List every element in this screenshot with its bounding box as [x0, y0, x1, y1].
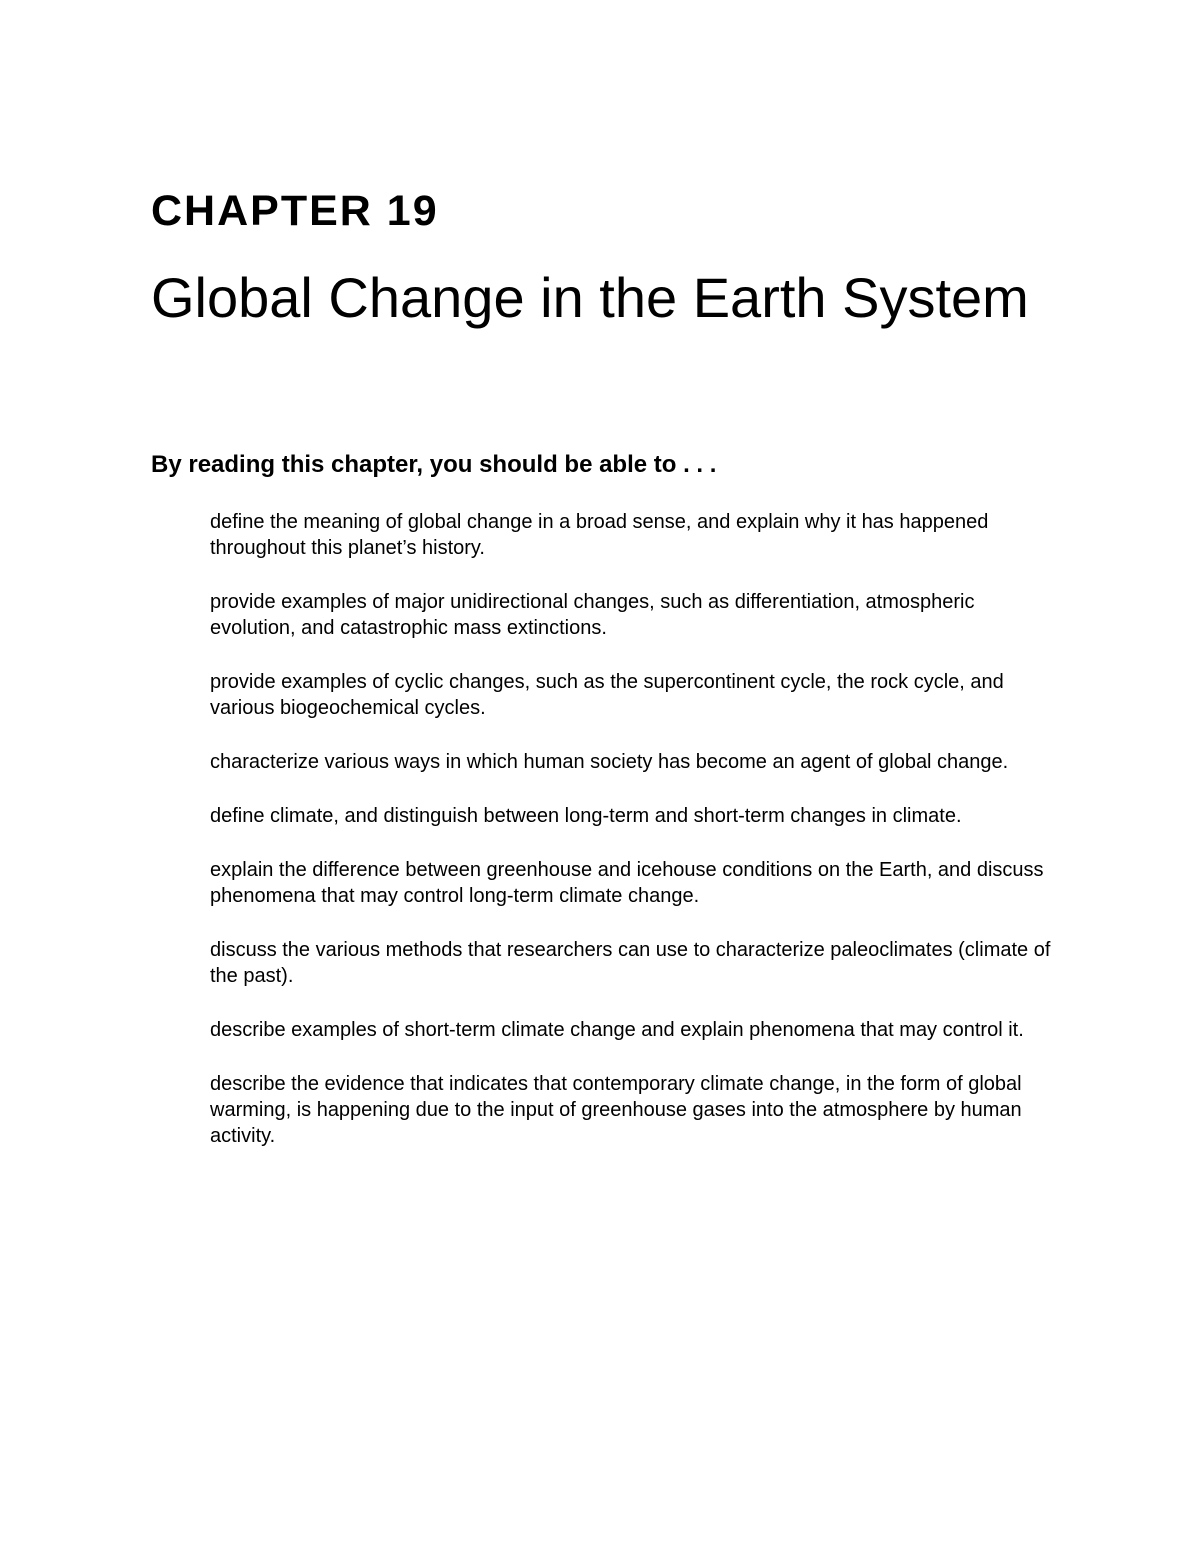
objective-item: describe the evidence that indicates that contemporary climate change, in the form of global warming, is happening due to the input of greenhouse gases into the atmosphere by human activity. — [210, 1073, 1022, 1147]
objective-item: provide examples of major unidirectional changes, such as differentiation, atmospheric evolution, and catastrophic mass extinctions. — [210, 591, 975, 639]
objective-item: define climate, and distinguish between long-term and short-term changes in climate. — [210, 805, 962, 827]
objective-item: discuss the various methods that researchers can use to characterize paleoclimates (climate of the past). — [210, 939, 1051, 987]
objective-item: explain the difference between greenhouse and icehouse conditions on the Earth, and discuss phenomena that may control long-term climate change. — [210, 859, 1044, 907]
chapter-title: Global Change in the Earth System — [151, 266, 1029, 329]
objective-item: characterize various ways in which human society has become an agent of global change. — [210, 751, 1009, 773]
chapter-label: CHAPTER 19 — [151, 187, 439, 235]
objective-item: provide examples of cyclic changes, such as the supercontinent cycle, the rock cycle, and various biogeochemical cycles. — [210, 671, 1004, 719]
objectives-heading: By reading this chapter, you should be able to . . . — [151, 451, 717, 478]
objectives-list — [210, 509, 1060, 1177]
objective-item: describe examples of short-term climate change and explain phenomena that may control it. — [210, 1019, 1024, 1041]
objective-item: define the meaning of global change in a broad sense, and explain why it has happened throughout this planet’s history. — [210, 511, 989, 559]
